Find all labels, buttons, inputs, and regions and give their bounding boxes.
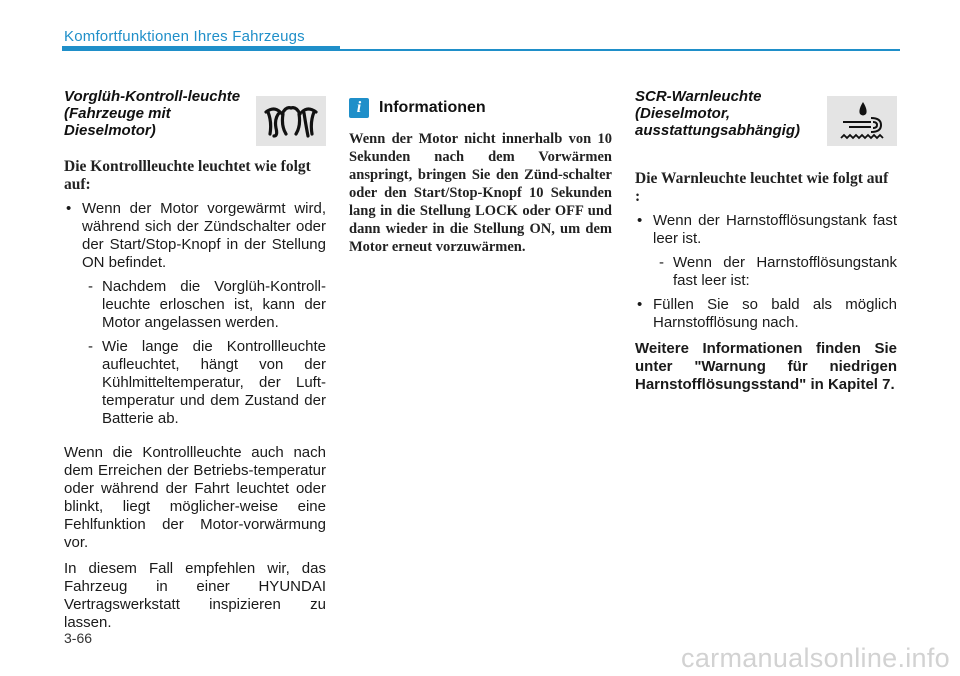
scr-urea-icon [827, 96, 897, 146]
sub-list-item: - Wie lange die Kontrollleuchte aufleuchtet, hängt von der Kühlmitteltemperatur, der Luft-temperatur und dem Zustand der Batterie ab. [82, 338, 326, 428]
list-item [635, 212, 897, 290]
info-icon: i [349, 98, 369, 118]
paragraph: In diesem Fall empfehlen wir, das Fahrzeug in einer HYUNDAI Vertragswerkstatt inspizieren zu lassen. [64, 560, 326, 631]
intro-text: Die Kontrollleuchte leuchtet wie folgt auf: [64, 158, 311, 193]
paragraph: Wenn die Kontrollleuchte auch nach dem Erreichen der Betriebs-temperatur oder während der Fahrt leuchtet oder blinkt, liegt möglicher-weise eine Fehlfunktion der Motor-vorwärmung vor. [64, 444, 326, 551]
page-number: 3-66 [64, 630, 93, 646]
sub-list-item: - Wenn der Harnstofflösungstank fast leer ist: [653, 254, 897, 290]
glow-plug-icon [256, 96, 326, 146]
list-item [64, 200, 326, 428]
bullet-text: Wenn der Motor vorgewärmt wird, während sich der Zündschalter oder der Start/Stop-Knopf in der Stellung ON befindet. [82, 200, 326, 271]
info-section [349, 88, 612, 256]
info-text: Wenn der Motor nicht innerhalb von 10 Sekunden nach dem Vorwärmen anspringt, bringen Sie den Zünd-schalter oder den Start/Stop-Knopf 10 Sekunden lang in die Stellung LOCK oder OFF und dann wieder in die Stellung ON, um dem Motor erneut vorzuwärmen. [349, 131, 612, 255]
intro-text: Die Warnleuchte leuchtet wie folgt auf : [635, 170, 889, 205]
header-bar [62, 46, 340, 51]
header-rule [340, 49, 900, 51]
watermark: carmanualsonline.info [681, 643, 950, 673]
reference-text: Weitere Informationen finden Sie unter "Warnung für niedrigen Harnstofflösungsstand" in Kapitel 7. [635, 340, 897, 393]
info-title: Informationen [379, 99, 486, 116]
bullet-text: Wenn der Harnstofflösungstank fast leer ist. [653, 212, 897, 247]
scr-section [635, 88, 897, 394]
section-title: Vorglüh-Kontroll-leuchte (Fahrzeuge mit Dieselmotor) [64, 88, 241, 139]
sub-list-item: - Nachdem die Vorglüh-Kontroll-leuchte erloschen ist, kann der Motor angelassen werden. [82, 278, 326, 332]
list-item: • Füllen Sie so bald als möglich Harnstofflösung nach. [635, 296, 897, 332]
section-title: SCR-Warnleuchte (Dieselmotor, ausstattungsabhängig) [635, 88, 801, 139]
chapter-title: Komfortfunktionen Ihres Fahrzeugs [64, 28, 305, 45]
glow-plug-section [64, 88, 326, 632]
